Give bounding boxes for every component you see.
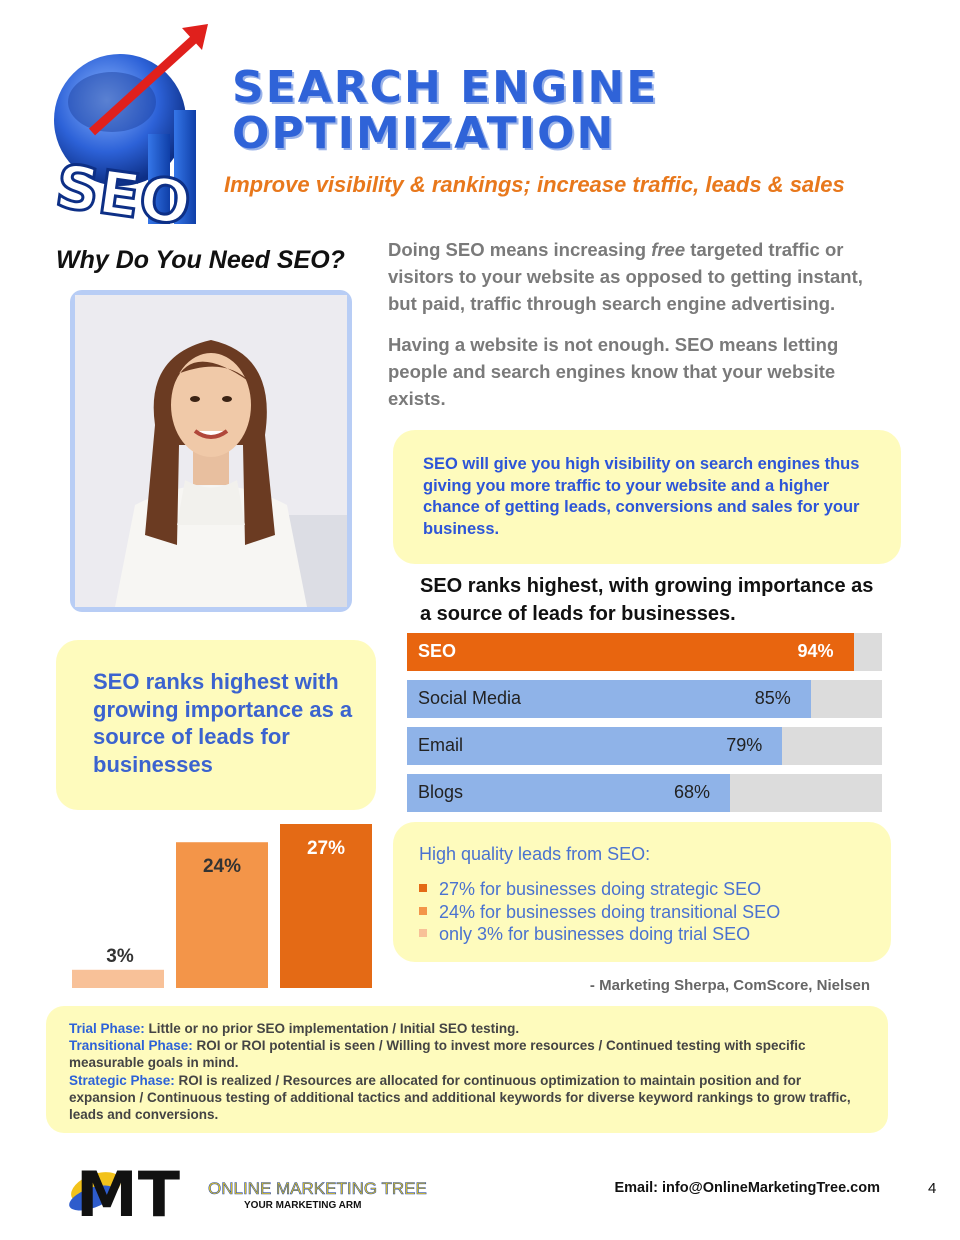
page-title-line-2: OPTIMIZATION — [232, 108, 616, 159]
leads-callout — [393, 822, 891, 962]
bar-value-label: 3% — [106, 945, 134, 967]
intro-paragraph-2: Having a website is not enough. SEO means letting people and search engines know that your website exists. — [388, 334, 839, 409]
bar-chart-title: SEO ranks highest, with growing importance as a source of leads for businesses. — [420, 575, 874, 625]
bar-category-label: Social Media — [418, 688, 522, 708]
logo-mark: MT — [76, 1158, 180, 1231]
bar-trial — [72, 970, 164, 988]
logo-slogan: YOUR MARKETING ARM — [244, 1200, 362, 1211]
bar-track — [407, 680, 882, 718]
free-emphasis: free — [651, 239, 686, 260]
ranks-callout-text: SEO ranks highest with growing importance as a source of leads for businesses — [93, 669, 353, 777]
bullet-icon — [419, 884, 427, 892]
source-citation: - Marketing Sherpa, ComScore, Nielsen — [589, 977, 870, 994]
phases-text: Trial Phase: Little or no prior SEO implementation / Initial SEO testing. Transitional Phase: ROI or ROI potential is seen / Willing to invest more resources / Continued testing with specific measurable goals in mind. Strategic Phase: ROI is realized / Resources are allocated for continuous optimization to maintain position and for expansion / Continuous testing of additional tactics and additional keywords for diverse keyword rankings to grow traffic, leads and conversions. — [69, 1021, 851, 1123]
bar-value-label: 94% — [797, 641, 834, 661]
transitional-phase-label: Transitional Phase: — [69, 1038, 193, 1054]
tagline: Improve visibility & rankings; increase traffic, leads & sales — [224, 172, 845, 197]
woman-photo — [70, 290, 352, 612]
seo-logo — [51, 22, 212, 240]
bar-category-label: Blogs — [418, 782, 464, 802]
leads-title: High quality leads from SEO: — [419, 844, 651, 864]
phase-leads-bar-chart — [66, 820, 378, 992]
why-heading: Why Do You Need SEO? — [56, 246, 345, 274]
visibility-callout-text: SEO will give you high visibility on search engines thus giving you more traffic to your website and a higher chance of getting leads, conversions and sales for your business. — [423, 455, 860, 538]
intro-paragraph-1: Doing SEO means increasing free targeted traffic or visitors to your website as opposed to getting instant, but paid, traffic through search engine advertising. — [388, 239, 863, 314]
bullet-icon — [419, 907, 427, 915]
phases-callout — [46, 1006, 888, 1133]
visibility-callout — [393, 430, 901, 564]
bar-track — [407, 727, 882, 765]
leads-item: 24% for businesses doing transitional SEO — [419, 902, 780, 923]
leads-item: 27% for businesses doing strategic SEO — [419, 879, 761, 900]
bar-value-label: 27% — [306, 838, 346, 859]
ranks-callout — [56, 640, 376, 810]
bar-social-media — [407, 680, 811, 718]
bar-category-label: SEO — [418, 641, 457, 661]
logo-name: ONLINE MARKETING TREE — [208, 1179, 427, 1198]
seo-logo-text: SEO — [51, 151, 196, 240]
online-marketing-tree-logo — [66, 1158, 427, 1231]
bar-seo — [407, 633, 854, 671]
bar-email — [407, 727, 782, 765]
bar-value-label: 68% — [674, 782, 711, 802]
page-number: 4 — [928, 1180, 937, 1197]
bar-value-label: 24% — [202, 856, 242, 878]
bullet-icon — [419, 929, 427, 937]
bar-track — [407, 774, 882, 812]
strategic-phase-label: Strategic Phase: — [69, 1072, 175, 1088]
leads-item: only 3% for businesses doing trial SEO — [419, 924, 750, 945]
bar-value-label: 79% — [726, 735, 763, 755]
woman-illustration — [75, 295, 347, 607]
bar-category-label: Email — [418, 735, 464, 755]
bar-value-label: 85% — [754, 688, 791, 708]
trial-phase-label: Trial Phase: — [69, 1021, 145, 1036]
bar-track — [407, 633, 882, 671]
contact-email[interactable]: Email: info@OnlineMarketingTree.com — [614, 1180, 880, 1196]
bar-blogs — [407, 774, 730, 812]
page-title-line-1: SEARCH ENGINE — [232, 62, 659, 113]
